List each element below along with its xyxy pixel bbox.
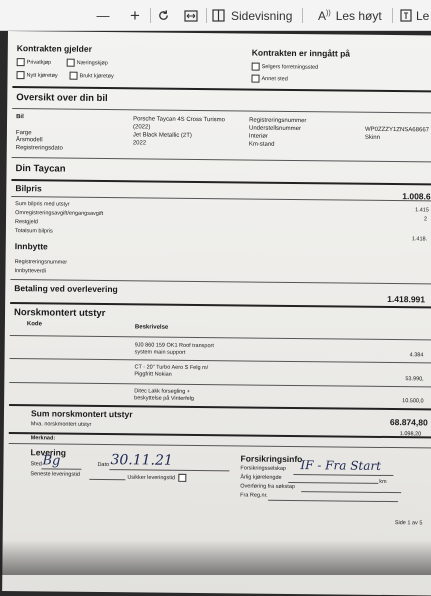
zoom-in-button[interactable]: [124, 0, 146, 31]
item-desc-line2: system main support: [134, 349, 186, 356]
toolbar-divider: [206, 8, 207, 23]
value-interior: Skinn: [364, 134, 380, 141]
mva-label: Mva. norskmontert utstyr: [30, 421, 92, 428]
checkbox[interactable]: [178, 474, 186, 482]
contract-place-title: Kontrakten er inngått på: [251, 47, 351, 59]
background-shadow: [0, 540, 431, 575]
fra-reg-field-line: [268, 500, 398, 502]
checkbox[interactable]: [16, 71, 24, 79]
divider: [9, 443, 431, 449]
document-page: [2, 31, 431, 596]
option-brukt-kjoretoy[interactable]: Brukt kjøretøy: [69, 72, 113, 80]
page-number: Side 1 av 5: [394, 520, 423, 527]
dato-label: Dato: [97, 461, 110, 469]
merknad-label: Merknad:: [30, 435, 56, 442]
bilpris-row-value: 1.418.: [411, 236, 428, 243]
sted-label: Sted: [30, 461, 42, 468]
rotate-button[interactable]: [152, 0, 174, 31]
bilpris-row-label: Restgjeld: [14, 219, 38, 226]
toolbar-divider: [150, 8, 151, 23]
bilpris-row-label: Totalsum bilpris: [14, 228, 53, 235]
mva-value: 1.098,20: [399, 431, 422, 438]
item-desc-line1: CT - 20" Turbo Aero S Felg m/: [134, 364, 209, 372]
bilpris-row-value: 1.415: [415, 207, 429, 214]
bilpris-title: Bilpris: [15, 183, 42, 194]
bilpris-total: 1.008.6: [402, 191, 431, 202]
innbytte-row-label: Innbytteverdi: [14, 268, 47, 275]
kjorelengde-field-line: [288, 482, 378, 484]
sted-field-line: [41, 468, 81, 469]
din-taycan-title: Din Taycan: [15, 163, 66, 175]
label-farge: Farge: [15, 130, 32, 137]
sted-value: Bg: [42, 453, 61, 469]
option-selgers-forretningssted[interactable]: Selgers forretningssted: [252, 63, 319, 72]
value-understellsnummer: WP0ZZZY1ZNSA68667: [364, 126, 430, 134]
value-bil-line2: (2022): [132, 124, 151, 131]
divider: [10, 335, 431, 341]
bilpris-row-label: Sum bilpris med utstyr: [15, 201, 70, 208]
label-registreringsnummer: Registreringsnummer: [249, 117, 307, 125]
item-desc-line2: Piggfritt Nokian: [134, 371, 172, 378]
fit-width-button[interactable]: [180, 0, 202, 31]
read-aloud-label: Les høyt: [335, 8, 382, 23]
zoom-out-button[interactable]: [92, 0, 114, 31]
km-unit: km: [379, 478, 387, 485]
forsikringsselskap-value: IF - Fra Start: [300, 458, 382, 473]
norsk-title: Norskmontert utstyr: [13, 307, 106, 320]
levering-title: Levering: [30, 447, 67, 458]
item-desc-line1: Ditec Lakk forsegling +: [134, 388, 191, 395]
bilpris-row-value: 2: [424, 216, 428, 223]
label-registreringsdato: Registreringsdato: [15, 145, 63, 152]
sum-label: Sum norskmontert utstyr: [30, 408, 133, 420]
page-view-icon: [212, 9, 225, 22]
value-arsmodell: 2022: [132, 140, 147, 147]
checkbox[interactable]: [251, 75, 259, 83]
option-nytt-kjoretoy[interactable]: Nytt kjøretøy: [16, 71, 57, 79]
page-view-label: Sidevisning: [231, 8, 293, 23]
text-options-button[interactable]: [400, 0, 431, 31]
text-box-icon: [400, 9, 412, 22]
betaling-value: 1.418.991: [387, 293, 426, 305]
sum-value: 68.874,80: [389, 417, 428, 428]
overview-title: Oversikt over din bil: [16, 92, 108, 105]
toolbar-divider: [392, 8, 393, 23]
rotate-icon: [157, 9, 170, 22]
item-desc-line1: 9J0 860 159 OK1 Roof transport: [134, 342, 214, 350]
value-bil-line1: Porsche Taycan 4S Cross Turismo: [133, 116, 226, 124]
option-naeringskjop[interactable]: Næringskjøp: [67, 59, 108, 67]
contract-applies-title: Kontrakten gjelder: [16, 43, 92, 54]
page-view-button[interactable]: [212, 0, 296, 31]
label-understellsnummer: Understellsnummer: [248, 125, 302, 133]
innbytte-row-label: Registreringsnummer: [14, 259, 68, 266]
fit-width-icon: [184, 10, 198, 22]
col-beskrivelse: Beskrivelse: [134, 324, 169, 331]
label-km-stand: Km-stand: [248, 141, 275, 148]
seneste-leveringstid-label: Seneste leveringstid: [30, 471, 80, 478]
usikker-leveringstid-option[interactable]: Usikker leveringstid: [127, 473, 188, 482]
divider: [12, 86, 431, 93]
divider: [10, 358, 431, 364]
divider: [9, 382, 431, 388]
divider: [9, 432, 431, 442]
read-aloud-icon: A)): [318, 8, 331, 23]
checkbox[interactable]: [69, 72, 77, 80]
forsikringsselskap-label: Forsikringsselskap: [240, 465, 287, 472]
seneste-field-line: [89, 479, 125, 480]
checkbox[interactable]: [17, 58, 25, 66]
reader-toolbar: [0, 0, 431, 31]
kjorelengde-label: Årlig kjørelengde: [240, 474, 282, 481]
dato-field-line: [109, 469, 229, 471]
item-value: 4.384: [409, 352, 424, 359]
divider: [12, 108, 431, 114]
plus-icon: +: [130, 5, 140, 25]
checkbox[interactable]: [252, 63, 260, 71]
label-interior: Interiør: [248, 133, 268, 140]
option-privatkjop[interactable]: Privatkjøp: [17, 58, 52, 66]
option-annet-sted[interactable]: Annet sted: [251, 75, 287, 83]
dato-value: 30.11.21: [110, 452, 173, 469]
betaling-title: Betaling ved overlevering: [14, 283, 118, 295]
divider: [12, 157, 431, 163]
label-bil: Bil: [16, 114, 24, 121]
forsikring-title: Forsikringsinfo: [240, 453, 303, 465]
checkbox[interactable]: [67, 59, 75, 67]
toolbar-divider: [302, 8, 303, 23]
divider: [11, 196, 431, 202]
text-options-label: Le: [416, 8, 430, 23]
value-farge: Jet Black Metallic (2T): [132, 132, 192, 139]
overforing-field-line: [301, 491, 401, 493]
label-arsmodell: Årsmodell: [15, 137, 43, 144]
read-aloud-button[interactable]: [318, 0, 384, 31]
item-value: 53.990,: [405, 376, 424, 383]
item-desc-line2: beskyttelse på Vinterfelg: [134, 395, 195, 402]
divider: [11, 179, 431, 186]
selskap-field-line: [293, 474, 393, 476]
fra-reg-label: Fra Reg.nr.: [240, 492, 268, 499]
col-kode: Kode: [26, 321, 42, 328]
overforing-label: Overføring fra søkstap: [240, 483, 295, 491]
bilpris-row-label: Omregistreringsavgift/engangsavgift: [15, 210, 104, 218]
innbytte-title: Innbytte: [14, 241, 48, 252]
minus-icon: —: [96, 8, 110, 23]
item-value: 10.500,0: [402, 398, 424, 405]
